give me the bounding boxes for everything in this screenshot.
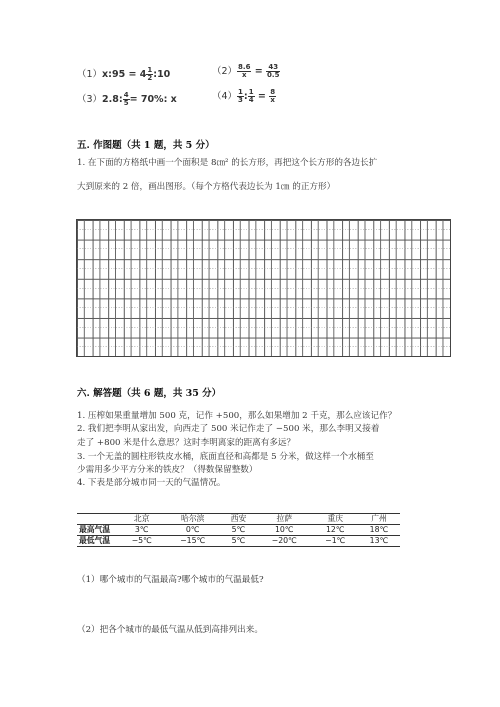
sub-question: （2）把各个城市的最低气温从低到高排列出来。 xyxy=(77,625,263,635)
equation-2: （2） $\frac{8.6}{x}$ = $\frac{43}{0.5}$ xyxy=(212,63,280,79)
equation-1: （1）x:95 = 4 $\frac{1}{2}$ :10 xyxy=(77,66,171,82)
question-text: 走了 +800 米是什么意思？这时李明离家的距离有多远？ xyxy=(77,438,296,448)
section-5-title: 五. 作图题（共 1 题，共 5 分） xyxy=(77,140,215,151)
fraction: $\frac{1}{4}$ xyxy=(248,88,254,104)
question-text: 1. 在下面的方格纸中画一个面积是 8㎝² 的长方形，再把这个长方形的各边长扩 xyxy=(77,158,378,168)
question-text: 4. 下表是部分城市同一天的气温情况。 xyxy=(77,478,226,488)
fraction: $\frac{4}{5}$ xyxy=(123,91,129,107)
equation-3: （3）2.8: $\frac{4}{5}$ = 70%: x xyxy=(77,91,177,107)
question-text: 3. 一个无盖的圆柱形铁皮水桶，底面直径和高都是 5 分米，做这样一个水桶至 xyxy=(77,452,374,462)
equation-4: （4） $\frac{1}{3}$ : $\frac{1}{4}$ = $\frac{8}{x}$ xyxy=(212,88,276,104)
table-header-row: 北京 哈尔滨 西安 拉萨 重庆 广州 xyxy=(77,514,400,525)
fraction: $\frac{1}{3}$ xyxy=(238,88,243,104)
table-row: 最低气温 −5℃ −15℃ 5℃ −20℃ −1℃ 13℃ xyxy=(77,536,400,547)
question-text: 少需用多少平方分米的铁皮？（得数保留整数） xyxy=(77,465,258,475)
section-6-title: 六. 解答题（共 6 题，共 35 分） xyxy=(77,388,222,399)
question-text: 2. 我们把李明从家出发，向西走了 500 米记作走了 −500 米，那么李明又接着 xyxy=(77,424,380,434)
fraction: $\frac{8.6}{x}$ xyxy=(238,63,251,79)
temperature-table xyxy=(77,513,400,547)
sub-question: （1）哪个城市的气温最高?哪个城市的气温最低? xyxy=(77,575,264,585)
fraction: $\frac{8}{x}$ xyxy=(270,88,276,104)
fraction: $\frac{1}{2}$ xyxy=(147,66,153,82)
fraction: $\frac{43}{0.5}$ xyxy=(267,63,280,79)
grid-paper[interactable] xyxy=(76,219,451,357)
question-text: 1. 压榨如果重量增加 500 克，记作 +500，那么如果增加 2 千克，那么应该记作？ xyxy=(77,411,397,421)
question-text: 大到原来的 2 倍，画出图形。（每个方格代表边长为 1㎝ 的正方形） xyxy=(77,182,336,192)
table-row: 最高气温 3℃ 0℃ 5℃ 10℃ 12℃ 18℃ xyxy=(77,525,400,536)
